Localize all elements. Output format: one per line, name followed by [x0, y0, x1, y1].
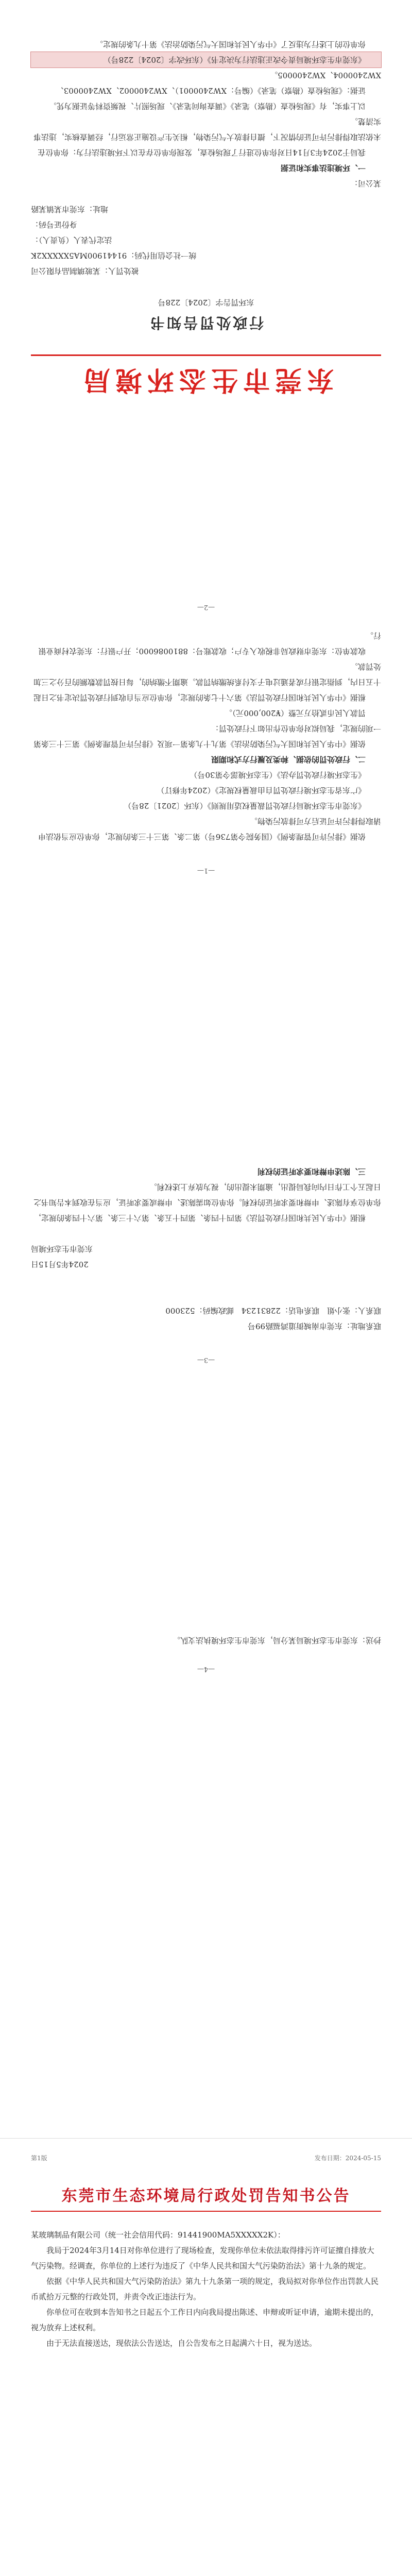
announcement-addressee: 某玻璃制品有限公司（统一社会信用代码：91441900MA5XXXXX2K）： [31, 2230, 285, 2240]
section-2-p1: 依据《中华人民共和国大气污染防治法》第九十九条第一项及《排污许可管理条例》第三十三条第一项的规定，我局拟对你单位作出如下行政处罚： [33, 724, 381, 749]
section-3-p1: 根据《中华人民共和国行政处罚法》第四十四条、第四十五条、第六十三条、第六十四条的规定，你单位享有陈述、申辩和要求听证的权利。你单位如需陈述、申辩或要求听证，应当在收到本告知书之日起五个工作日内向我局提出，逾期未提出的，视为放弃上述权利。 [33, 1182, 381, 1223]
doc-number: 东环罚告字〔2024〕228号 [158, 298, 254, 307]
document-page-4 [0, 1494, 412, 1700]
issuer: 东莞市生态环境局 [31, 1244, 93, 1253]
announcement-p4: 你单位可在收到本告知书之日起五个工作日内向我局提出陈述、申辩或听证申请，逾期未提出的，视为放弃上述权利。 [31, 2308, 379, 2332]
page-number: —4— [197, 1665, 215, 1673]
announcement-p3: 依据《中华人民共和国大气污染防治法》第九十九条第一项的规定，我局拟对你单位作出罚款人民币贰拾万元整的行政处罚，并责令改正违法行为。 [31, 2277, 379, 2301]
cc-line: 抄送：东莞市生态环境局某分局，东莞市生态环境执法支队。 [172, 1636, 381, 1645]
section-1-p3: 你单位的上述行为违反了《中华人民共和国大气污染防治法》第十九条的规定。 [95, 40, 366, 49]
highlighted-reference: 《东莞市生态环境局责令改正违法行为决定书》（东环改字〔2024〕228号） [31, 52, 381, 67]
party-address: 地址：东莞市某镇某路 [31, 205, 109, 214]
announcement-p2: 我局于2024年3月14日对你单位进行了现场检查，发现你单位未依法取得排污许可证擅自排放大气污染物。经调查，你单位的上述行为违反了《中华人民共和国大气污染防治法》第十九条的规定。 [31, 2246, 374, 2270]
section-2-p2: 罚款人民币贰拾万元整（¥200,000元）。 [224, 708, 366, 718]
announcement-p5: 由于无法直接送达，现依法公告送达，自公告发布之日起满六十日，视为送达。 [46, 2338, 317, 2348]
section-1-p1: 我局于2024年3月14日对你单位进行了现场检查，发现你单位存在以下环境违法行为：你单位在未依法取得排污许可证的情况下，擅自排放大气污染物，相关生产设施正常运行，经调查核实，违法事实清楚。 [33, 117, 381, 157]
agency-header: 东莞市生态环境局 [78, 364, 334, 396]
party-legal-rep: 法定代表人（负责人）： [31, 235, 112, 245]
section-1-cont4: 《生态环境行政处罚办法》（生态环境部令第30号） [190, 770, 366, 779]
section-1-evidence: 证据：《现场检查（勘察）笔录》（编号：XW2400001）、XW2400002、XW2400003、XW2400004、XW2400005。 [56, 71, 381, 95]
contact-address: 联系地址：东莞市南城街道鸿福路99号 [247, 1321, 381, 1331]
separator [0, 2138, 412, 2139]
section-1-heading: 一、环境违法事实和证据 [280, 163, 366, 173]
section-1-cont2: 《东莞市生态环境局行政处罚裁量权适用规则》（东环〔2021〕28号） [124, 801, 366, 810]
meta-date: 发布日期：2024-05-15 [314, 2155, 381, 2162]
party-code: 统一社会信用代码：91441900MA5XXXXX2K [31, 251, 197, 260]
doc-title: 行政处罚告知书 [148, 314, 264, 331]
document-page-2 [0, 536, 412, 896]
section-1-cont3: 《广东省生态环境行政处罚自由裁量权规定》（2024年修订） [157, 786, 366, 795]
contact-line: 联系人：张小姐 联系电话：22831234 邮政编码：523000 [165, 1306, 381, 1315]
section-1-cont: 依据《排污许可管理条例》（国务院令第736号）第二条、第三十三条的规定，你单位应当依法申请取得排污许可证后方可排放污染物。 [38, 817, 381, 841]
meta-edition: 第1版 [31, 2155, 47, 2162]
section-1-p2: 以上事实，有《现场检查（勘察）笔录》《调查询问笔录》、现场照片、视频资料等证据为凭。 [48, 101, 366, 111]
red-rule [31, 354, 381, 356]
announcement-meta [31, 2154, 381, 2162]
section-2-p4: 收款单位：东莞市财政局非税收入专户；收款账号：8810086000；开户银行：东莞农村商业银行。 [38, 631, 381, 656]
party-id: 身份证号码： [31, 220, 78, 229]
page-number: —1— [197, 867, 215, 874]
salutation: 某公司： [350, 179, 381, 188]
announcement-page [0, 2148, 412, 2576]
page-number: —3— [197, 1356, 215, 1364]
document-page-3 [0, 989, 412, 1391]
issue-date: 2024年5月15日 [31, 1260, 89, 1269]
party-name: 被处罚人：某玻璃制品有限公司 [31, 266, 140, 276]
page-number: —2— [197, 603, 215, 611]
section-2-heading: 二、行政处罚的依据、种类及履行方式和期限 [211, 755, 366, 764]
document-page-1 [0, 10, 412, 422]
announcement-title: 东莞市生态环境局行政处罚告知书公告 [61, 2187, 351, 2205]
section-3-heading: 三、陈述申辩和要求听证的权利 [257, 1167, 366, 1176]
section-2-p3: 根据《中华人民共和国行政处罚法》第六十七条的规定，你单位应当自收到行政处罚决定书之日起十五日内，到指定银行或者通过电子支付系统缴纳罚款。逾期不缴纳的，每日按罚款数额的百分之三加处罚款。 [33, 662, 381, 702]
